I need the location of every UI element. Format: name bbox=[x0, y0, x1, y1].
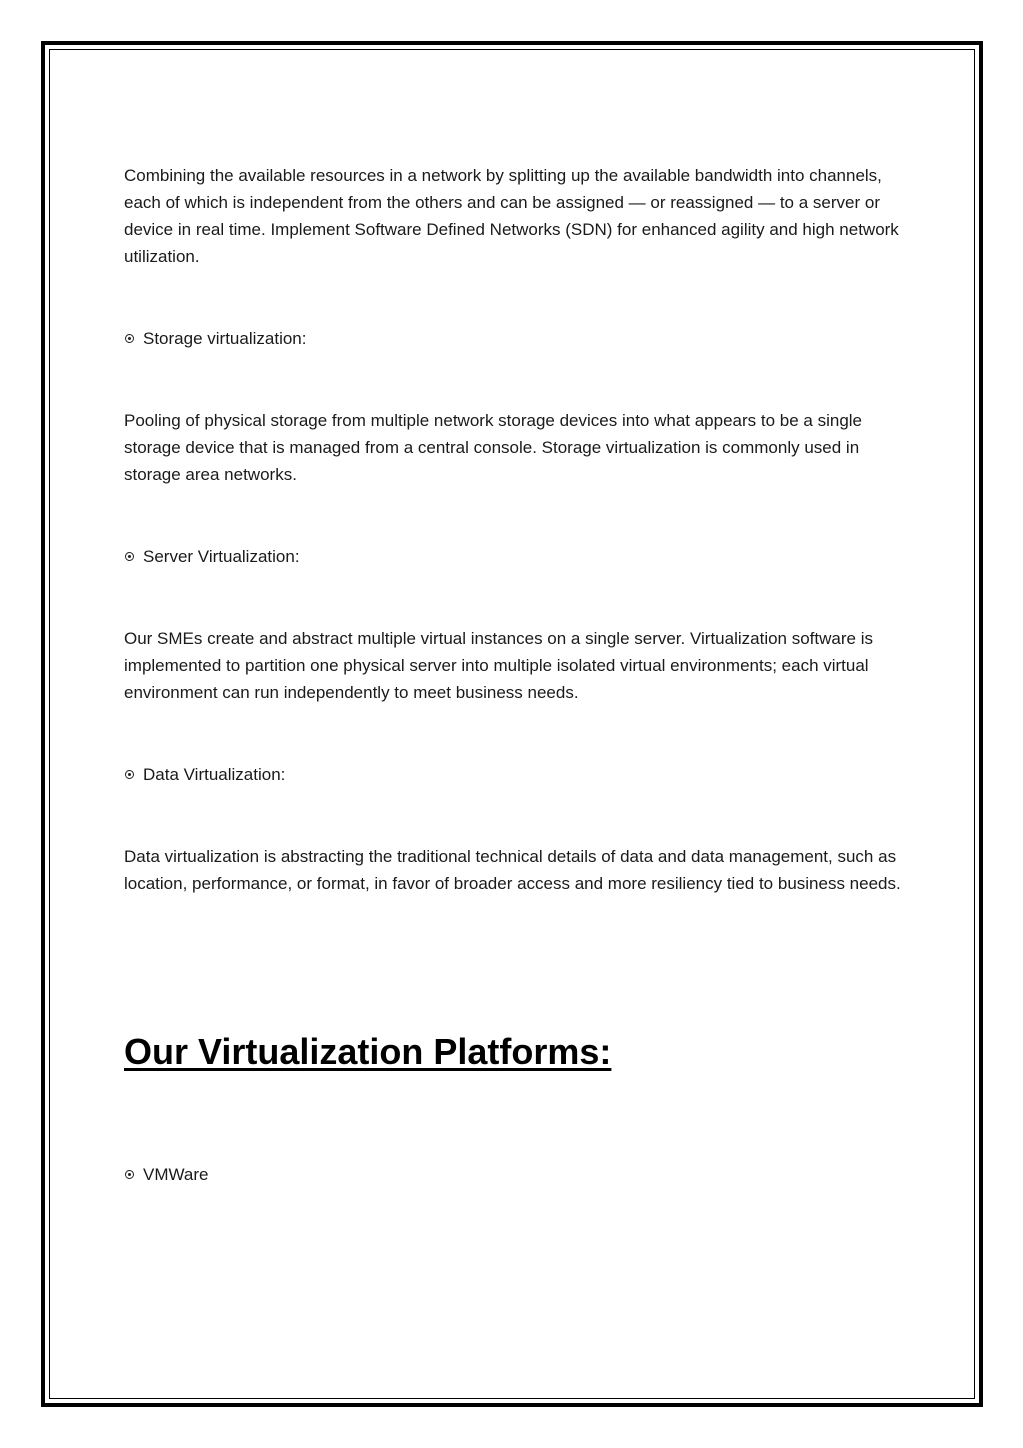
bullet-storage-virtualization bbox=[124, 325, 904, 352]
bullet-server-virtualization bbox=[124, 543, 904, 570]
data-virtualization-paragraph: Data virtualization is abstracting the traditional technical details of data and data management, such as location, performance, or format, in favor of broader access and more resiliency tied to business needs. bbox=[124, 847, 901, 893]
radio-bullet-icon bbox=[125, 552, 134, 561]
network-virtualization-paragraph: Combining the available resources in a network by splitting up the available bandwidth into channels, each of which is independent from the others and can be assigned — or reassigned — to a server or device in real time. Implement Software Defined Networks (SDN) for enhanced agility and high network utilization. bbox=[124, 166, 899, 266]
section-heading: Our Virtualization Platforms: bbox=[124, 1031, 612, 1072]
radio-bullet-icon bbox=[125, 1170, 134, 1179]
storage-virtualization-paragraph: Pooling of physical storage from multiple network storage devices into what appears to be a single storage device that is managed from a central console. Storage virtualization is commonly used in storage area networks. bbox=[124, 411, 863, 484]
bullet-data-virtualization bbox=[124, 761, 904, 788]
radio-bullet-icon bbox=[125, 770, 134, 779]
bullet-label: Server Virtualization: bbox=[143, 547, 300, 566]
server-virtualization-paragraph: Our SMEs create and abstract multiple virtual instances on a single server. Virtualization software is implemented to partition one physical server into multiple isolated virtual environments; each virtual environment can run independently to meet business needs. bbox=[124, 629, 873, 702]
bullet-label: Data Virtualization: bbox=[143, 765, 286, 784]
bullet-vmware bbox=[124, 1161, 904, 1188]
radio-bullet-icon bbox=[125, 334, 134, 343]
bullet-label: Storage virtualization: bbox=[143, 329, 307, 348]
page-content bbox=[124, 162, 904, 1243]
bullet-label: VMWare bbox=[143, 1165, 209, 1184]
